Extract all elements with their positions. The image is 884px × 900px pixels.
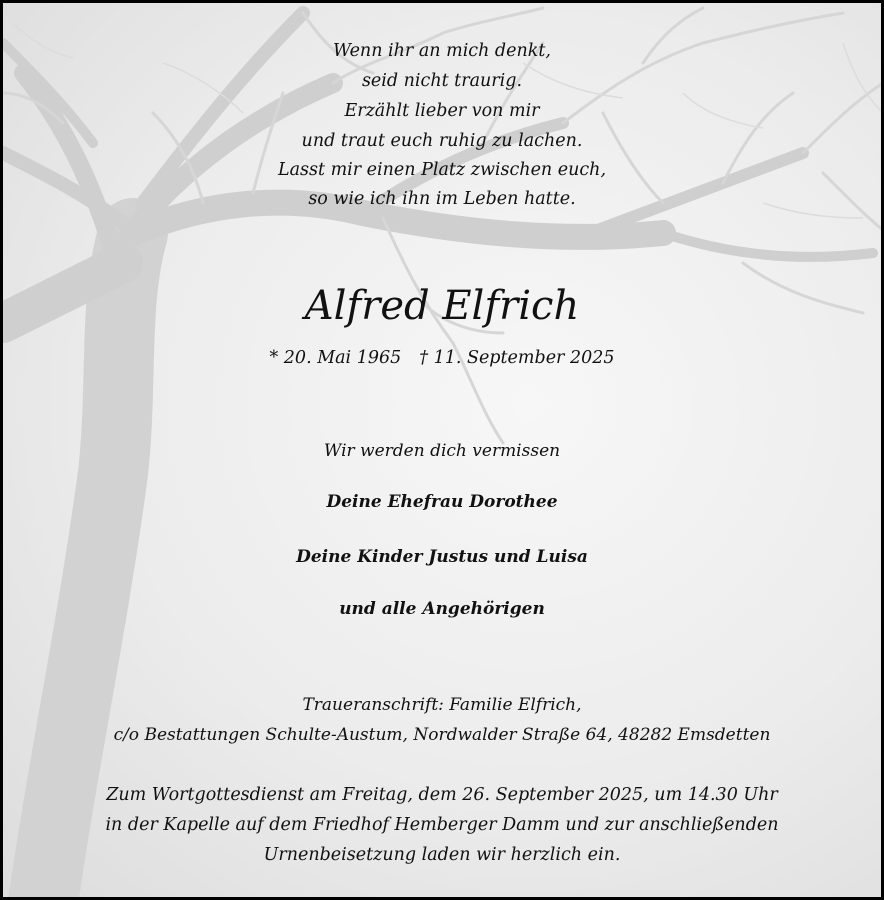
service-line-1: Zum Wortgottesdienst am Freitag, dem 26. September 2025, um 14.30 Uhr [106, 785, 778, 805]
farewell-text: Wir werden dich vermissen [323, 441, 561, 461]
poem-line-2: seid nicht traurig. [361, 71, 523, 91]
poem-line-5: Lasst mir einen Platz zwischen euch, [277, 160, 607, 180]
service-line-3: Urnenbeisetzung laden wir herzlich ein. [263, 845, 621, 865]
poem-line-3: Erzählt lieber von mir [344, 101, 540, 121]
mourner-spouse: Deine Ehefrau Dorothee [326, 492, 558, 512]
mourner-children: Deine Kinder Justus und Luisa [296, 547, 588, 567]
service-line-2: in der Kapelle auf dem Friedhof Hemberger Damm und zur anschließenden [105, 815, 779, 835]
poem-line-1: Wenn ihr an mich denkt, [333, 41, 551, 61]
death-date: † 11. September 2025 [419, 348, 615, 368]
mourner-relatives: und alle Angehörigen [339, 599, 545, 619]
life-dates [3, 348, 881, 368]
birth-date: * 20. Mai 1965 [269, 348, 402, 368]
poem-line-4: und traut euch ruhig zu lachen. [301, 131, 583, 151]
mourning-address-line-1: Traueranschrift: Familie Elfrich, [302, 695, 582, 715]
poem-line-6: so wie ich ihn im Leben hatte. [308, 189, 576, 209]
deceased-name: Alfred Elfrich [304, 283, 580, 329]
mourning-address-line-2: c/o Bestattungen Schulte-Austum, Nordwalder Straße 64, 48282 Emsdetten [113, 725, 771, 745]
